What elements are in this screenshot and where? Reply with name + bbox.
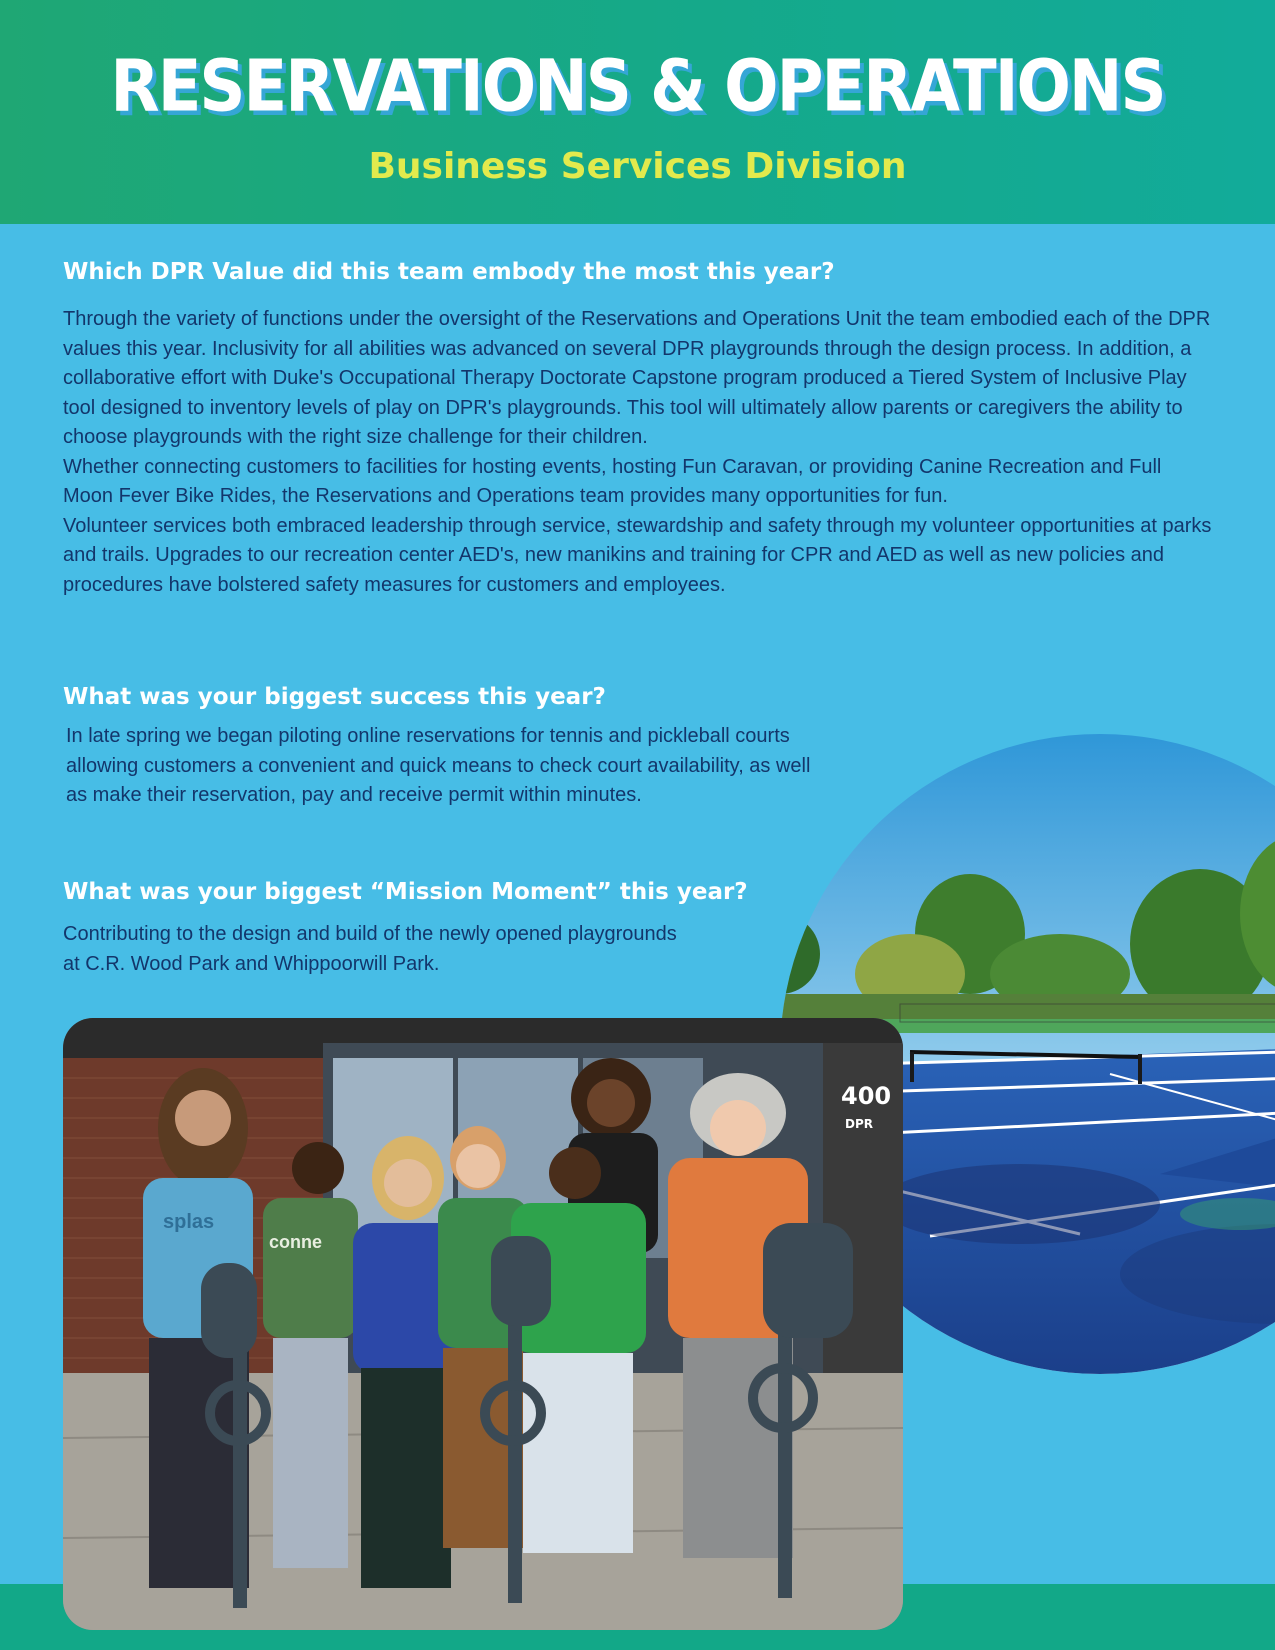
page-subtitle: Business Services Division: [368, 146, 907, 187]
shirt-text-2: conne: [269, 1232, 323, 1252]
page-title: RESERVATIONS & OPERATIONS: [110, 45, 1165, 129]
team-photo-illustration: [63, 1018, 903, 1630]
team-photo: [63, 1018, 903, 1630]
value-paragraph-1: Through the variety of functions under the oversight of the Reservations and Operations Unit the team embodied each of the DPR values this year. Inclusivity for all abilities was advanced on several DPR playgrounds through the design process. In addition, a collaborative effort with Duke's Occupational Therapy Doctorate Capstone program produced a Tiered System of Inclusive Play tool designed to inventory levels of play on DPR's playgrounds. This tool will ultimately allow parents or caregivers the ability to choose playgrounds with the right size challenge for their children.: [63, 308, 1211, 448]
mission-body: Contributing to the design and build of the newly opened playgrounds at C.R. Wood Park and Whippoorwill Park.: [63, 923, 677, 975]
value-paragraph-2: Whether connecting customers to facilities for hosting events, hosting Fun Caravan, or providing Canine Recreation and Full Moon Fever Bike Rides, the Reservations and Operations team provides many opportunities for fun.: [63, 455, 1162, 507]
building-sign: DPR: [845, 1117, 873, 1131]
shirt-text-1: splas: [163, 1211, 215, 1233]
mission-heading: What was your biggest “Mission Moment” this year?: [63, 879, 748, 905]
success-body: In late spring we began piloting online reservations for tennis and pickleball courts allowing customers a convenient and quick means to check court availability, as well as make their reservation, pay and receive permit within minutes.: [66, 725, 811, 806]
value-paragraph-3: Volunteer services both embraced leadership through service, stewardship and safety through my volunteer opportunities at parks and trails. Upgrades to our recreation center AED's, new manikins and training for CPR and AED as well as new policies and procedures have bolstered safety measures for customers and employees.: [63, 514, 1212, 596]
value-body: [63, 305, 1213, 600]
success-heading: What was your biggest success this year?: [63, 684, 606, 710]
header-band: [0, 0, 1275, 224]
building-number: 400: [841, 1082, 892, 1110]
value-heading: Which DPR Value did this team embody the most this year?: [63, 259, 835, 285]
